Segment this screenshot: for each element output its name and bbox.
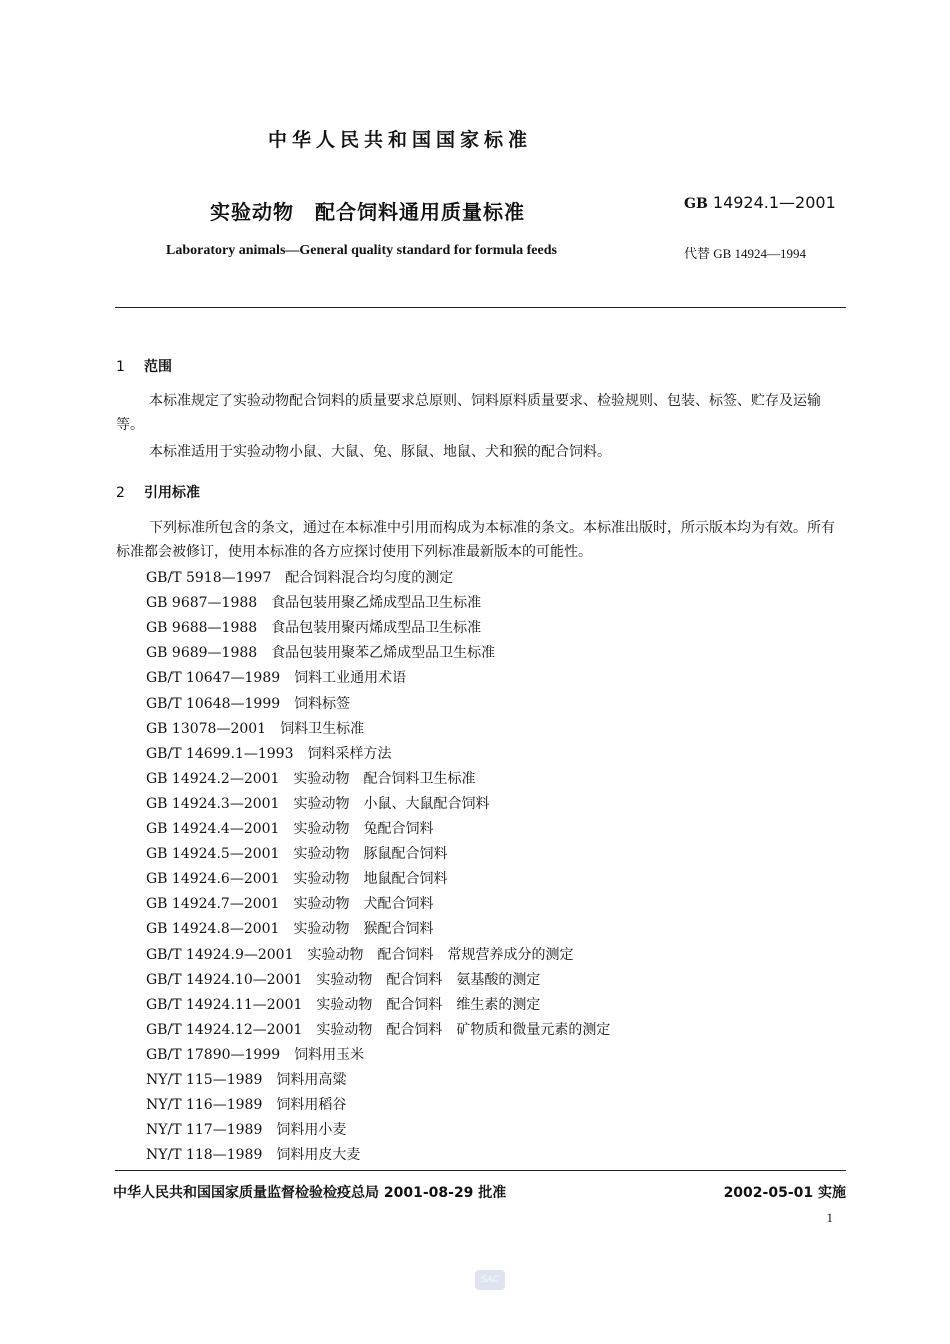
reference-code: GB 14924.2—2001 xyxy=(146,770,280,787)
reference-title: 实验动物 猴配合饲料 xyxy=(293,921,434,938)
reference-code: GB 14924.7—2001 xyxy=(146,896,280,913)
reference-title: 实验动物 犬配合饲料 xyxy=(293,896,434,913)
reference-title: 饲料工业通用术语 xyxy=(294,670,407,687)
reference-code: GB/T 17890—1999 xyxy=(146,1046,281,1063)
standard-number-value: 14924.1—2001 xyxy=(712,193,836,212)
reference-item xyxy=(146,743,392,763)
reference-title: 实验动物 配合饲料 氨基酸的测定 xyxy=(316,971,541,988)
section-1-paragraph-2: 本标准适用于实验动物小鼠、大鼠、兔、豚鼠、地鼠、犬和猴的配合饲料。 xyxy=(149,444,611,460)
reference-item xyxy=(146,667,406,687)
standard-prefix: GB xyxy=(684,196,708,212)
reference-code: NY/T 115—1989 xyxy=(146,1072,263,1088)
reference-code: GB 9689—1988 xyxy=(146,645,258,662)
section-1-heading xyxy=(116,356,172,376)
reference-item xyxy=(146,969,540,989)
reference-item xyxy=(146,567,453,587)
reference-code: GB/T 14924.12—2001 xyxy=(146,1021,303,1038)
section-1-number: 1 xyxy=(116,359,125,375)
reference-title: 实验动物 地鼠配合饲料 xyxy=(293,871,448,888)
reference-title: 饲料用小麦 xyxy=(276,1122,347,1139)
effective-date: 2002-05-01 实施 xyxy=(723,1185,846,1201)
reference-item xyxy=(146,944,574,964)
reference-code: GB/T 5918—1997 xyxy=(146,570,272,586)
reference-code: GB 9687—1988 xyxy=(146,595,258,612)
reference-item xyxy=(146,994,540,1014)
section-2-title: 引用标准 xyxy=(144,485,200,501)
reference-title: 饲料用稻谷 xyxy=(276,1097,347,1114)
reference-code: GB 13078—2001 xyxy=(146,720,267,737)
reference-title: 实验动物 小鼠、大鼠配合饲料 xyxy=(293,795,490,812)
reference-code: GB/T 14924.9—2001 xyxy=(146,946,294,963)
reference-title: 实验动物 配合饲料 矿物质和微量元素的测定 xyxy=(316,1021,611,1038)
reference-item xyxy=(146,1019,610,1039)
reference-item xyxy=(146,918,433,938)
section-2-intro: 下列标准所包含的条文，通过在本标准中引用而构成为本标准的条文。本标准出版时，所示版本均为有效。所有标准都会被修订，使用本标准的各方应探讨使用下列标准最新版本的可能性。 xyxy=(116,520,835,560)
reference-item xyxy=(146,818,433,838)
reference-item xyxy=(146,592,481,612)
reference-title: 实验动物 豚鼠配合饲料 xyxy=(293,846,448,863)
watermark-logo: SAC xyxy=(475,1270,505,1290)
reference-item xyxy=(146,718,364,738)
header-divider xyxy=(115,307,846,308)
reference-title: 食品包装用聚丙烯成型品卫生标准 xyxy=(271,620,482,637)
reference-item xyxy=(146,1044,364,1064)
section-1-title: 范围 xyxy=(144,359,172,375)
standard-title-en: Laboratory animals—General quality standard for formula feeds xyxy=(166,243,557,258)
standard-number xyxy=(684,193,836,212)
reference-code: NY/T 118—1989 xyxy=(146,1147,263,1164)
reference-title: 饲料卫生标准 xyxy=(280,720,365,737)
reference-title: 饲料用皮大麦 xyxy=(276,1147,361,1164)
section-1-paragraph-1: 本标准规定了实验动物配合饲料的质量要求总原则、饲料原料质量要求、检验规则、包装、标签、贮存及运输等。 xyxy=(116,393,821,433)
reference-item xyxy=(146,693,350,713)
reference-item xyxy=(146,617,481,637)
reference-code: GB 14924.8—2001 xyxy=(146,921,280,938)
reference-item xyxy=(146,1094,346,1114)
national-standard-heading: 中华人民共和国国家标准 xyxy=(267,129,532,151)
reference-title: 食品包装用聚苯乙烯成型品卫生标准 xyxy=(271,645,496,662)
reference-code: GB 9688—1988 xyxy=(146,620,258,637)
reference-title: 饲料标签 xyxy=(294,695,351,712)
reference-code: GB 14924.5—2001 xyxy=(146,846,280,863)
footer-divider xyxy=(115,1170,846,1171)
reference-item xyxy=(146,793,489,813)
reference-item xyxy=(146,1069,346,1089)
reference-code: GB 14924.6—2001 xyxy=(146,871,280,888)
reference-title: 食品包装用聚乙烯成型品卫生标准 xyxy=(271,595,482,612)
reference-item xyxy=(146,893,433,913)
reference-item xyxy=(146,1119,346,1139)
reference-code: GB 14924.4—2001 xyxy=(146,821,280,837)
reference-title: 饲料采样方法 xyxy=(307,745,392,762)
approval-note: 中华人民共和国国家质量监督检验检疫总局 2001-08-29 批准 xyxy=(113,1185,507,1201)
standard-title-cn: 实验动物 配合饲料通用质量标准 xyxy=(210,200,525,224)
reference-title: 实验动物 配合饲料卫生标准 xyxy=(293,770,476,787)
reference-title: 饲料用高粱 xyxy=(276,1072,347,1088)
section-2-heading xyxy=(116,482,200,502)
reference-title: 实验动物 配合饲料 维生素的测定 xyxy=(316,996,541,1013)
reference-code: NY/T 116—1989 xyxy=(146,1097,263,1114)
reference-code: GB/T 14699.1—1993 xyxy=(146,745,294,762)
reference-code: GB/T 14924.11—2001 xyxy=(146,996,303,1013)
reference-title: 实验动物 配合饲料 常规营养成分的测定 xyxy=(307,946,574,963)
reference-title: 配合饲料混合均匀度的测定 xyxy=(285,570,454,586)
reference-item xyxy=(146,768,475,788)
reference-code: GB/T 14924.10—2001 xyxy=(146,971,303,988)
reference-code: GB/T 10648—1999 xyxy=(146,695,281,712)
reference-code: NY/T 117—1989 xyxy=(146,1122,263,1139)
reference-code: GB 14924.3—2001 xyxy=(146,795,280,812)
reference-item xyxy=(146,868,447,888)
reference-code: GB/T 10647—1989 xyxy=(146,670,281,687)
reference-title: 饲料用玉米 xyxy=(294,1046,365,1063)
page-number: 1 xyxy=(826,1210,833,1225)
reference-title: 实验动物 兔配合饲料 xyxy=(293,821,434,837)
reference-item xyxy=(146,843,447,863)
reference-item xyxy=(146,642,495,662)
section-2-number: 2 xyxy=(116,485,125,501)
reference-item xyxy=(146,1144,360,1164)
replaces-note: 代替 GB 14924—1994 xyxy=(684,246,807,261)
